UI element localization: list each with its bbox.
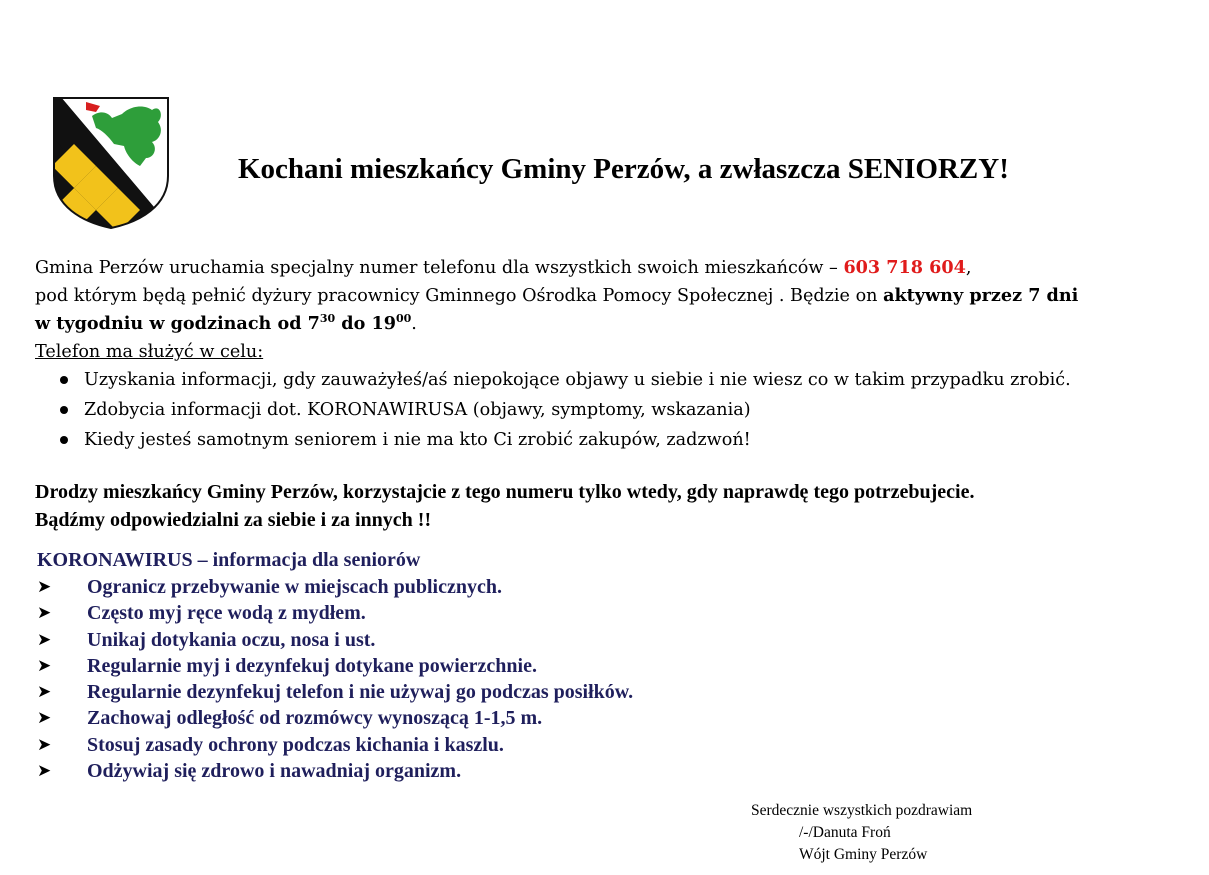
list-item <box>37 705 633 731</box>
arrow-bullet-icon: ➤ <box>37 629 52 650</box>
list-item <box>37 732 633 758</box>
intro-text-2: pod którym będą pełnić dyżury pracownicy Gminnego Ośrodka Pomocy Społecznej . Będzie on <box>35 286 884 306</box>
signature-greeting: Serdecznie wszystkich pozdrawiam <box>751 802 973 819</box>
list-item <box>37 627 633 653</box>
corona-advice-list <box>37 574 633 784</box>
coat-of-arms-graphic <box>52 96 170 230</box>
list-item <box>37 600 633 626</box>
advice-text: Zachowaj odległość od rozmówcy wynoszącą 1-1,5 m. <box>87 707 543 730</box>
list-item <box>58 395 1071 425</box>
active-days: aktywny przez 7 dni <box>883 285 1079 306</box>
coat-of-arms-icon <box>52 96 170 230</box>
advice-text: Stosuj zasady ochrony podczas kichania i kaszlu. <box>87 733 504 756</box>
arrow-bullet-icon: ➤ <box>37 734 52 755</box>
purpose-heading: Telefon ma służyć w celu: <box>35 342 264 362</box>
purpose-text: Uzyskania informacji, gdy zauważyłeś/aś niepokojące objawy u siebie i nie wiesz co w takim przypadku zrobić. <box>84 370 1071 390</box>
signature-name: /-/Danuta Froń <box>799 824 891 841</box>
purpose-list <box>58 365 1071 455</box>
arrow-bullet-icon: ➤ <box>37 655 52 676</box>
advice-text: Regularnie dezynfekuj telefon i nie używaj go podczas posiłków. <box>87 681 634 704</box>
corona-heading: KORONAWIRUS – informacja dla seniorów <box>37 549 421 571</box>
intro-comma: , <box>965 258 972 278</box>
intro-text: Gmina Perzów uruchamia specjalny numer telefonu dla wszystkich swoich mieszkańców – <box>35 258 844 278</box>
advice-text: Unikaj dotykania oczu, nosa i ust. <box>87 628 376 651</box>
arrow-bullet-icon: ➤ <box>37 708 52 729</box>
hours-to: do 19 <box>335 313 396 334</box>
signature-role: Wójt Gminy Perzów <box>799 846 928 863</box>
list-item <box>37 653 633 679</box>
intro-line-2 <box>35 282 1195 310</box>
list-item <box>37 679 633 705</box>
page-title: Kochani mieszkańcy Gminy Perzów, a zwłaszcza SENIORZY! <box>238 153 1009 185</box>
arrow-bullet-icon: ➤ <box>37 682 52 703</box>
list-item <box>37 758 633 784</box>
intro-line-1 <box>35 254 1195 282</box>
advice-text: Regularnie myj i dezynfekuj dotykane powierzchnie. <box>87 654 537 677</box>
arrow-bullet-icon: ➤ <box>37 761 52 782</box>
appeal-paragraph <box>35 478 974 534</box>
list-item <box>58 425 1071 455</box>
intro-line-3 <box>35 310 1195 338</box>
bullet-dot-icon <box>60 376 68 384</box>
advice-text: Często myj ręce wodą z mydłem. <box>87 602 366 625</box>
signature-block <box>751 800 972 866</box>
bullet-dot-icon <box>60 436 68 444</box>
purpose-text: Zdobycia informacji dot. KORONAWIRUSA (objawy, symptomy, wskazania) <box>84 400 751 420</box>
hours-text: w tygodniu w godzinach od 7 <box>35 313 320 334</box>
arrow-bullet-icon: ➤ <box>37 577 52 597</box>
list-item <box>37 574 633 600</box>
appeal-line-1: Drodzy mieszkańcy Gminy Perzów, korzystajcie z tego numeru tylko wtedy, gdy naprawdę tego potrzebujecie. <box>35 481 975 503</box>
intro-paragraph <box>35 254 1195 366</box>
appeal-line-2: Bądźmy odpowiedzialni za siebie i za innych !! <box>35 509 432 531</box>
purpose-text: Kiedy jesteś samotnym seniorem i nie ma kto Ci zrobić zakupów, zadzwoń! <box>84 430 751 450</box>
advice-text: Ogranicz przebywanie w miejscach publicznych. <box>87 576 502 598</box>
advice-text: Odżywiaj się zdrowo i nawadniaj organizm. <box>87 760 462 783</box>
phone-number: 603 718 604 <box>843 257 966 278</box>
hours-start-sup: 30 <box>319 312 336 326</box>
hours-end-sup: 00 <box>395 312 412 326</box>
bullet-dot-icon <box>60 406 68 414</box>
list-item <box>58 365 1071 395</box>
intro-period: . <box>411 314 417 334</box>
arrow-bullet-icon: ➤ <box>37 603 52 624</box>
